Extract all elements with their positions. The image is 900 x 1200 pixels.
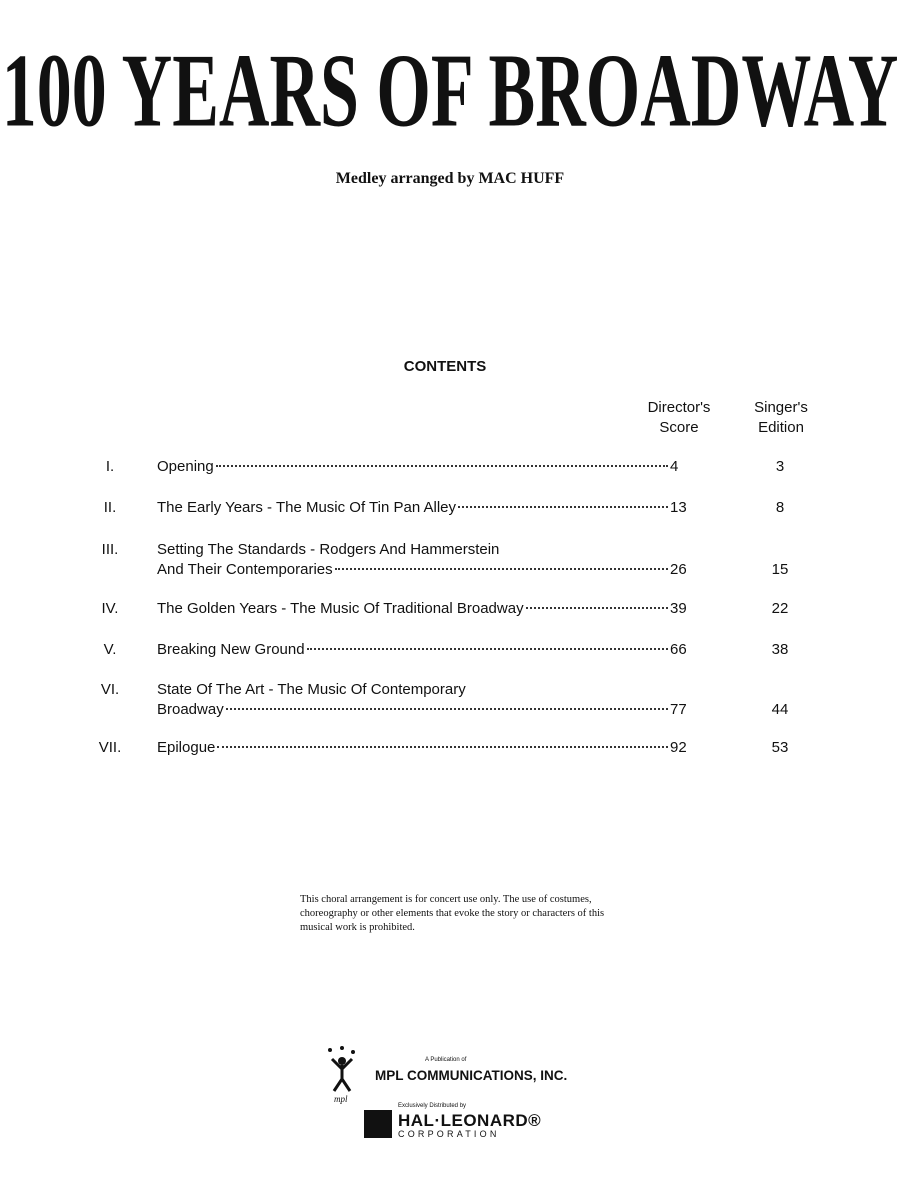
toc-title-line [157,560,692,580]
directors-score-page: 92 [670,739,687,756]
toc-numeral: VII. [98,739,122,756]
title-text: 100 YEARS OF BROADWAY [1,34,899,150]
directors-score-header [624,398,734,438]
toc-entry-title [157,498,692,518]
arranger-credit: Medley arranged by MAC HUFF [335,170,565,187]
toc-entry-title [157,680,692,720]
publisher-name: MPL COMMUNICATIONS, INC. [375,1068,568,1083]
directors-score-page: 39 [670,600,687,617]
directors-score-header-line: Score [659,419,699,436]
toc-entry-title [157,640,692,660]
singers-edition-page: 15 [771,561,789,578]
contents-heading: CONTENTS [403,358,487,375]
dot-leader [458,506,668,508]
hal-leonard-name: HAL·LEONARD® [398,1111,542,1130]
toc-title-line [157,498,692,518]
toc-title-line [157,599,692,619]
toc-title-text: Breaking New Ground [157,641,305,658]
toc-entry-title [157,457,692,477]
toc-title-line: Setting The Standards - Rodgers And Hammerstein [157,541,500,558]
toc-title-text: The Golden Years - The Music Of Traditional Broadway [157,600,524,617]
dot-leader [526,607,668,609]
directors-score-page: 13 [670,499,687,516]
toc-title-text: And Their Contemporaries [157,561,333,578]
directors-score-page: 4 [670,458,679,475]
singers-edition-page: 22 [771,600,789,617]
dot-leader [216,465,668,467]
toc-title-line [157,640,692,660]
hal-leonard-corporation: CORPORATION [398,1129,500,1139]
directors-score-header-line: Director's [647,399,711,416]
dot-leader [335,568,668,570]
toc-title-text: The Early Years - The Music Of Tin Pan Alley [157,499,457,516]
usage-notice: This choral arrangement is for concert use only. The use of costumes, choreography or other elements that evoke the story or characters of this musical work is prohibited. [300,894,605,933]
toc-title-line: State Of The Art - The Music Of Contemporary [157,681,466,698]
dot-leader [217,746,668,748]
dot-leader [226,708,668,710]
toc-numeral: II. [103,499,117,516]
singers-edition-page: 38 [771,641,789,658]
singers-edition-page: 53 [771,739,789,756]
mpl-logo-text: mpl [334,1094,348,1104]
toc-numeral: V. [103,641,117,658]
singers-edition-header-line: Singer's [754,399,808,416]
directors-score-page: 26 [670,561,687,578]
mpl-juggler-logo-icon [322,1045,362,1105]
toc-numeral: VI. [100,681,120,698]
toc-title-line [157,700,692,720]
directors-score-page: 77 [670,701,687,718]
singers-edition-header-line: Edition [758,419,804,436]
directors-score-page: 66 [670,641,687,658]
singers-edition-header [726,398,836,438]
title [0,34,900,150]
toc-title-text: Broadway [157,701,224,718]
toc-title-line [157,457,692,477]
hal-leonard-logo-icon [364,1110,392,1138]
toc-numeral: I. [105,458,115,475]
toc-title-text: Epilogue [157,739,216,756]
toc-title-line [157,738,692,758]
singers-edition-page: 8 [775,499,785,516]
publication-of-label: A Publication of [425,1057,467,1063]
toc-numeral: IV. [101,600,119,617]
singers-edition-page: 3 [775,458,785,475]
toc-numeral: III. [101,541,119,558]
dot-leader [307,648,668,650]
toc-entry-title [157,599,692,619]
toc-title-text: Opening [157,458,214,475]
distributed-by-label: Exclusively Distributed by [398,1103,467,1109]
toc-entry-title [157,540,692,580]
toc-entry-title [157,738,692,758]
singers-edition-page: 44 [771,701,789,718]
